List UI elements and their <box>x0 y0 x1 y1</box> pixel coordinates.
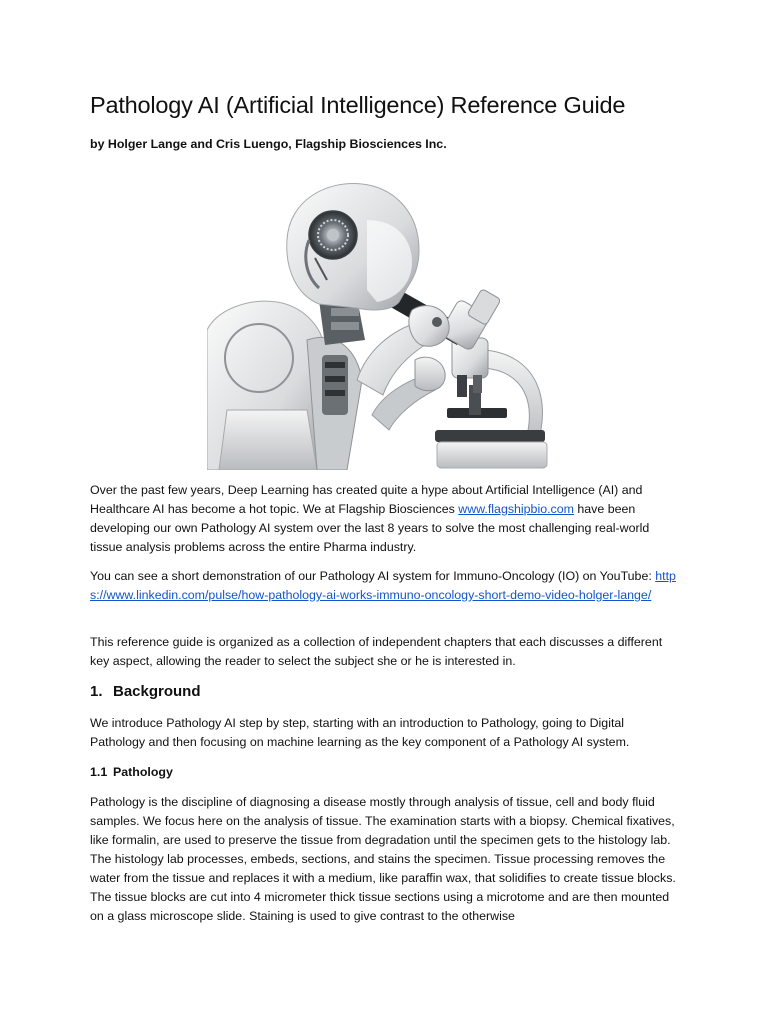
section-1-1-body: Pathology is the discipline of diagnosing a disease mostly through analysis of tissue, cell and body fluid samples. We focus here on the analysis of tissue. The examination starts with a biopsy. Chemical fixatives, like formalin, are used to preserve the tissue from degradation until the specimen gets to the histology lab. The histology lab processes, embeds, sections, and stains the specimen. Tissue processing removes the water from the tissue and replaces it with a medium, like paraffin wax, that solidifies to create tissue blocks. The tissue blocks are cut into 4 micrometer thick tissue sections using a microtome and are then mounted on a glass microscope slide. Staining is used to give contrast to the otherwise <box>90 795 676 923</box>
section-1-1-heading <box>90 765 173 779</box>
microscope-base <box>437 442 547 468</box>
linkedin-demo-link[interactable]: https://www.linkedin.com/pulse/how-pathology-ai-works-immuno-oncology-short-demo-video-holger-lange/ <box>90 569 676 602</box>
robot-microscope-illustration <box>207 180 559 470</box>
intro-p1-text-before: Over the past few years, Deep Learning has created quite a hype about Artificial Intelligence (AI) and Healthcare AI has become a hot topic. We at Flagship Biosciences <box>90 483 643 516</box>
section-1-1-number: 1.1 <box>90 765 108 779</box>
section-1-1-title: Pathology <box>113 765 173 779</box>
byline: by Holger Lange and Cris Luengo, Flagship Biosciences Inc. <box>90 137 447 151</box>
robot-hand <box>409 306 449 347</box>
document-title: Pathology AI (Artificial Intelligence) Reference Guide <box>90 92 626 118</box>
intro-p1-text-after: have been developing our own Pathology AI system over the last 8 years to solve the most challenging real-world tissue analysis problems across the entire Pharma industry. <box>90 502 650 554</box>
section-1-number: 1. <box>90 683 103 700</box>
intro-paragraph-3: This reference guide is organized as a collection of independent chapters that each discusses a different key aspect, allowing the reader to select the subject she or he is interested in. <box>90 635 663 668</box>
intro-p2-text: You can see a short demonstration of our Pathology AI system for Immuno-Oncology (IO) on YouTube: <box>90 569 652 583</box>
section-1-heading <box>90 683 201 700</box>
intro-paragraph-1 <box>90 481 676 557</box>
section-1-body: We introduce Pathology AI step by step, starting with an introduction to Pathology, going to Digital Pathology and then focusing on machine learning as the key component of a Pathology AI system. <box>90 716 630 749</box>
intro-paragraph-2 <box>90 567 676 605</box>
flagshipbio-link[interactable]: www.flagshipbio.com <box>458 502 574 516</box>
section-1-title: Background <box>113 683 201 700</box>
microscope-stage <box>435 430 545 442</box>
